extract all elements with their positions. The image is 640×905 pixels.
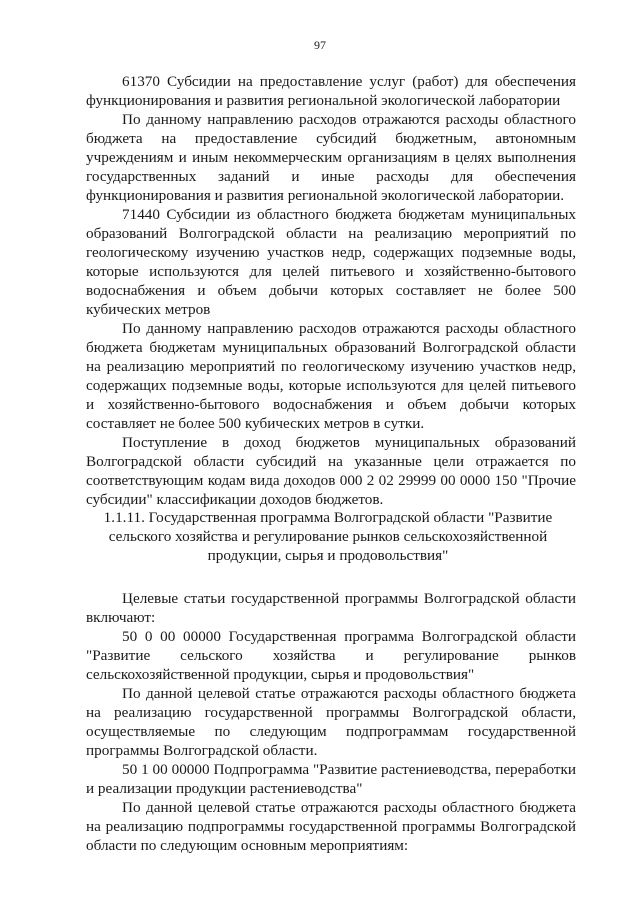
code-paragraph: 50 1 00 00000 Подпрограмма "Развитие растениеводства, переработки и реализации продукции растениеводства"	[86, 761, 576, 797]
paragraph: Поступление в доход бюджетов муниципальных образований Волгоградской области субсидий на указанные цели отражается по соответствующим кодам вида доходов 000 2 02 29999 00 0000 150 "Прочие субсидии" классификации доходов бюджетов.	[86, 434, 576, 508]
paragraph: Целевые статьи государственной программы Волгоградской области включают:	[86, 590, 576, 626]
page-number: 97	[314, 38, 326, 52]
section-target-articles	[86, 589, 576, 855]
paragraph: По данному направлению расходов отражаются расходы областного бюджета на предоставление субсидий бюджетным, автономным учреждениям и иным некоммерческим организациям в целях выполнения государственных заданий и иные расходы для обеспечения функционирования и развития региональной экологической лаборатории.	[86, 111, 576, 204]
section-heading: 1.1.11. Государственная программа Волгоградской области "Развитие сельского хозяйства и регулирование рынков сельскохозяйственной продукции, сырья и продовольствия"	[103, 509, 553, 564]
section-subsidies	[86, 72, 576, 509]
paragraph: По данной целевой статье отражаются расходы областного бюджета на реализацию подпрограммы государственной программы Волгоградской области по следующим основным мероприятиям:	[86, 799, 576, 854]
code-paragraph: 50 0 00 00000 Государственная программа Волгоградской области "Развитие сельского хозяйства и регулирование рынков сельскохозяйственной продукции, сырья и продовольствия"	[86, 628, 576, 683]
paragraph: 71440 Субсидии из областного бюджета бюджетам муниципальных образований Волгоградской области на реализацию мероприятий по геологическому изучению участков недр, содержащих подземные воды, которые используются для целей питьевого и хозяйственно-бытового водоснабжения и объем добычи которых составляет не более 500 кубических метров	[86, 206, 576, 318]
paragraph: 61370 Субсидии на предоставление услуг (работ) для обеспечения функционирования и развития региональной экологической лаборатории	[86, 73, 576, 109]
paragraph: По данной целевой статье отражаются расходы областного бюджета на реализацию государственной программы Волгоградской области, осуществляемые по следующим подпрограммам государственной программы Волгоградской области.	[86, 685, 576, 759]
paragraph: По данному направлению расходов отражаются расходы областного бюджета бюджетам муниципальных образований Волгоградской области на реализацию мероприятий по геологическому изучению участков недр, содержащих подземные воды, которые используются для целей питьевого и хозяйственно-бытового водоснабжения и объем добычи которых составляет не более 500 кубических метров в сутки.	[86, 320, 576, 432]
